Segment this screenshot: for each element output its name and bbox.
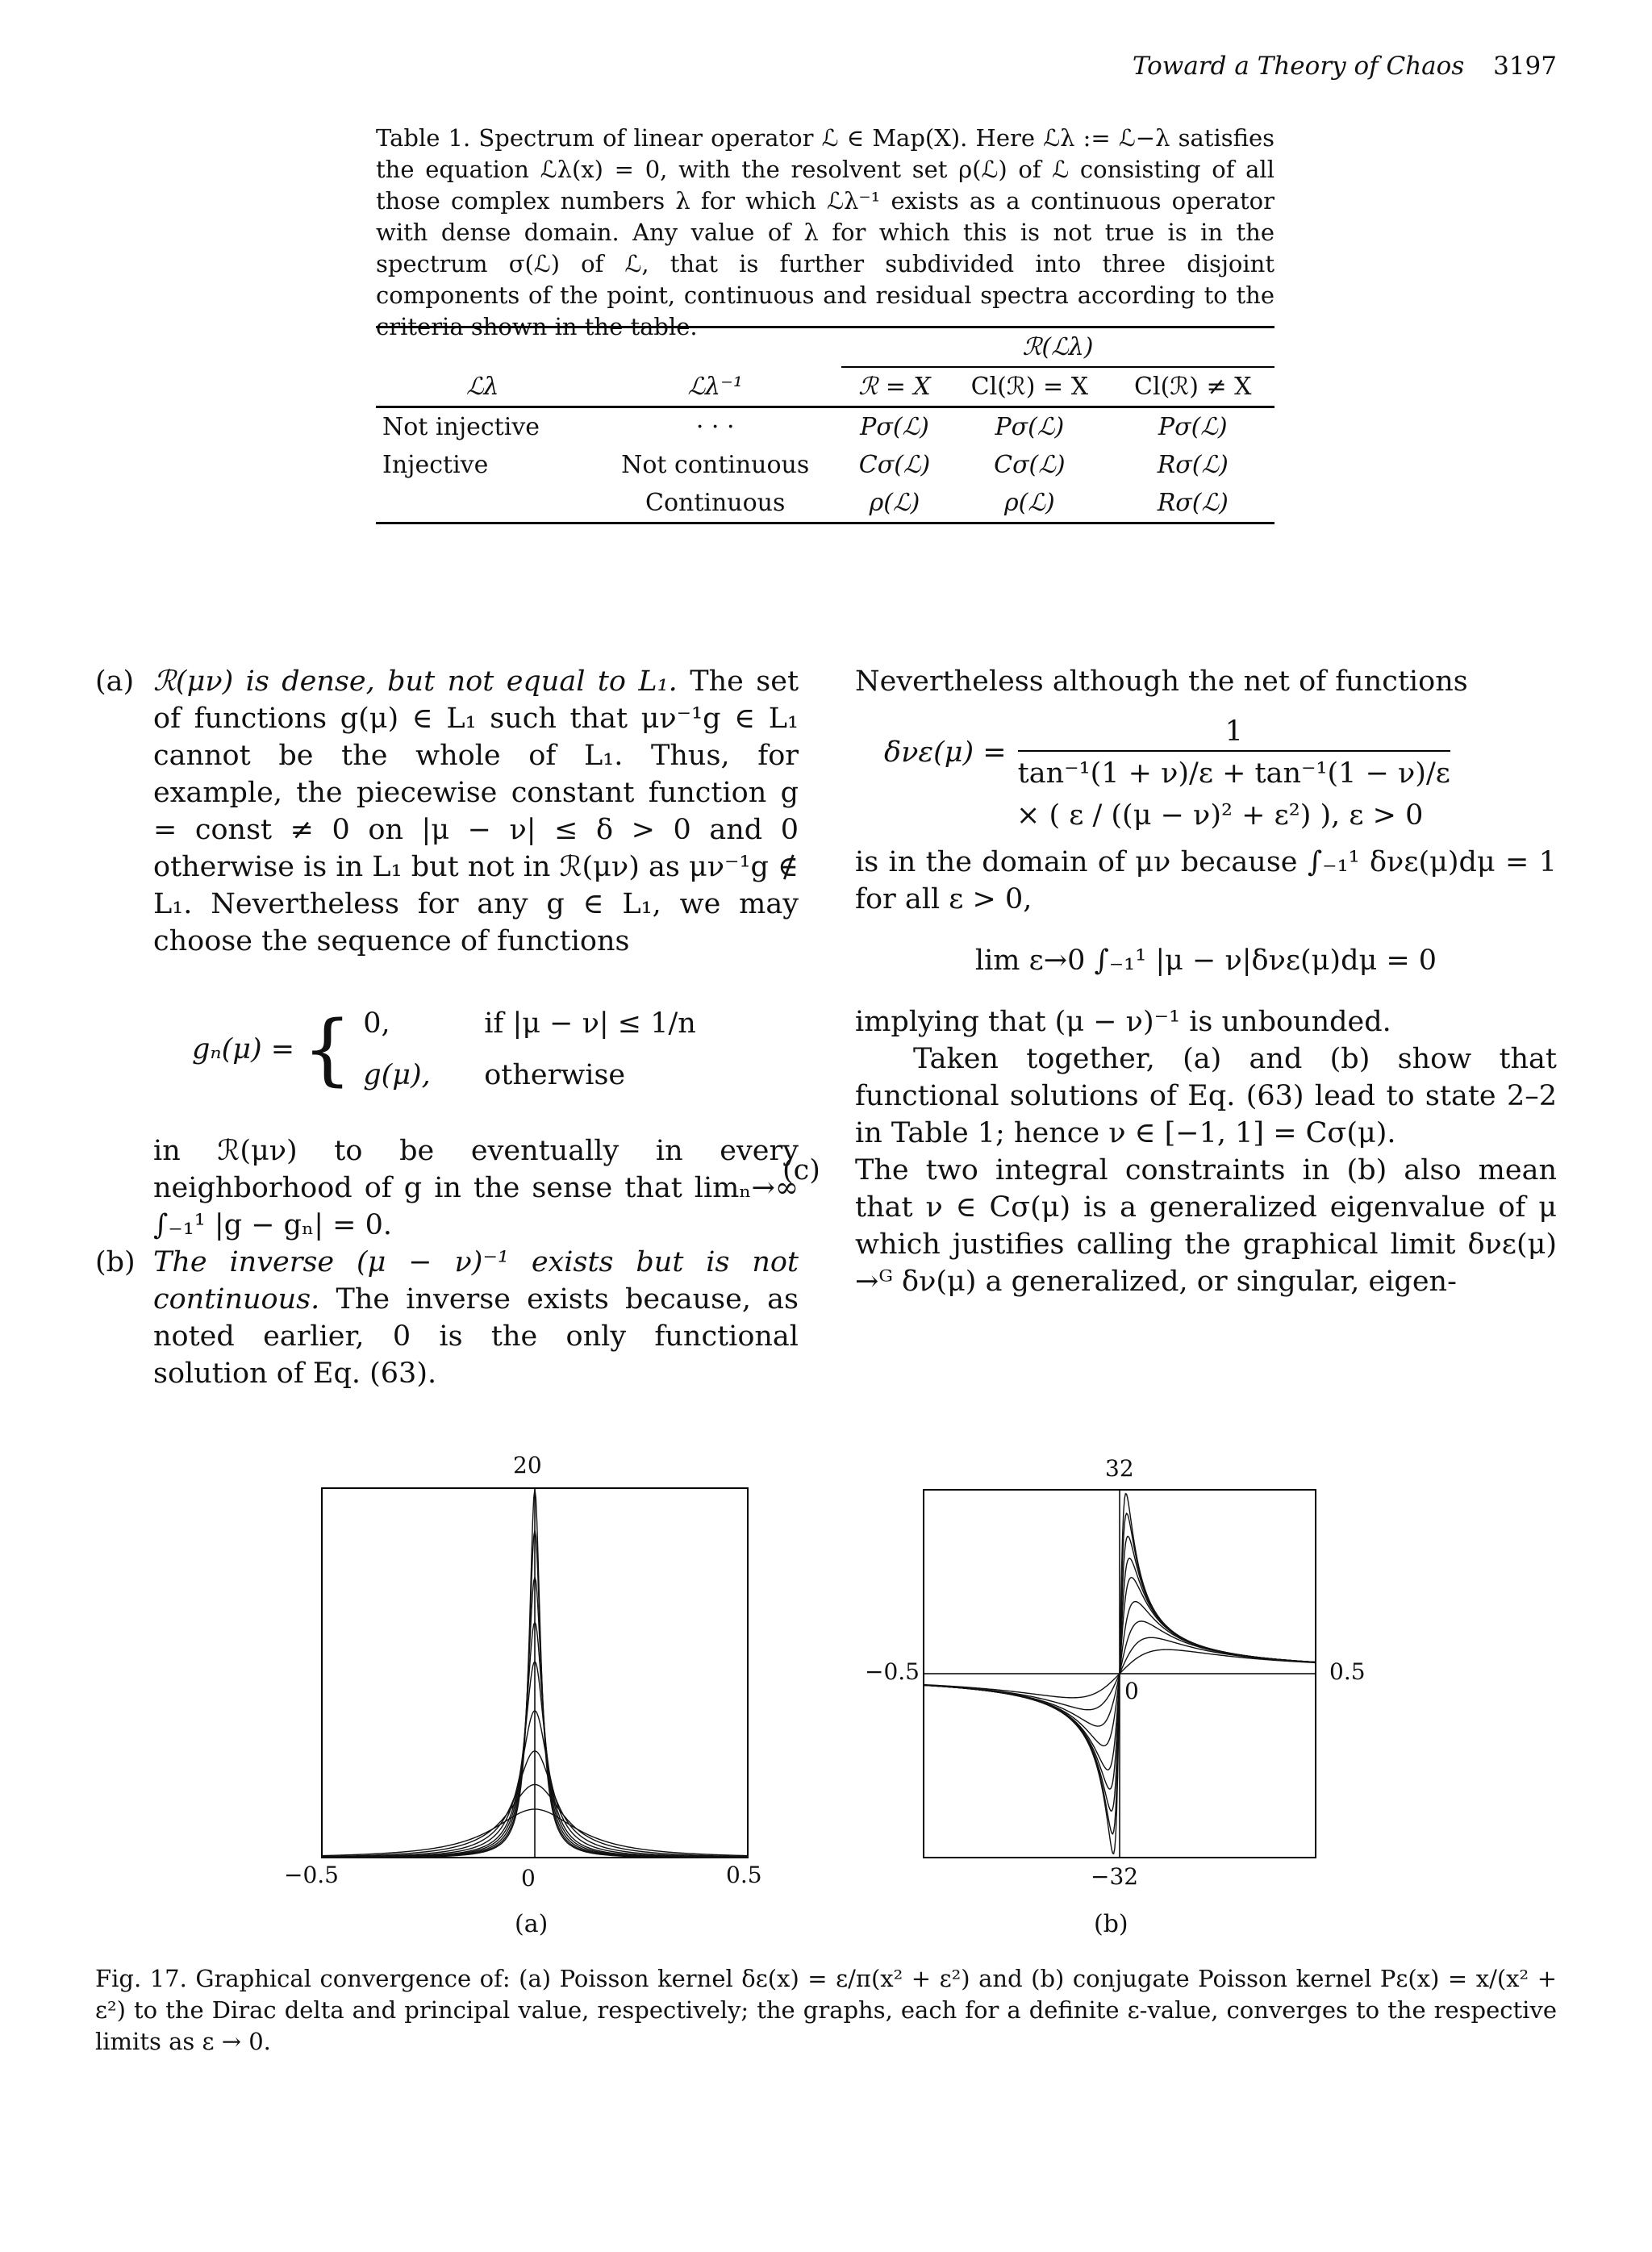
fraction-numerator: 1 — [1224, 715, 1243, 748]
y-min-label: −32 — [1091, 1863, 1139, 1890]
figure-caption: Fig. 17. Graphical convergence of: (a) Poisson kernel δε(x) = ε/π(x² + ε²) and (b) conjugate Poisson kernel Pε(x) = x/(x² + ε²) to the Dirac delta and principal value, respectively; the graphs, each for a definite ε-value, converges to the respective limits as ε → 0. — [95, 1965, 1557, 2055]
x-max-label: 0.5 — [1329, 1658, 1366, 1685]
item-label: (b) — [95, 1246, 136, 1278]
page-number: 3197 — [1493, 52, 1557, 81]
table-header-3: Cl(ℛ) = X — [970, 373, 1089, 401]
y-max-label: 20 — [513, 1452, 542, 1478]
limit-equation: lim ε→0 ∫₋₁¹ |μ − ν|δνε(μ)dμ = 0 — [974, 945, 1437, 977]
table-row: Injective Not continuous Cσ(ℒ) Cσ(ℒ) Rσ(ℒ) — [382, 451, 1229, 479]
conjugate-poisson-plot — [923, 1489, 1316, 1858]
case-condition: if |μ − ν| ≤ 1/n — [484, 1007, 696, 1040]
table-header-2: ℛ = X — [858, 373, 931, 401]
table-group-header: ℛ(ℒλ) — [841, 327, 1274, 368]
right-column — [782, 663, 1557, 1300]
item-text: The two integral constraints in (b) also mean that ν ∈ Cσ(μ) is a generalized eigenvalue of μ which justifies calling the graphical limit δνε(μ) →ᴳ δν(μ) a generalized, or singular, eigen- — [855, 1154, 1557, 1298]
list-item-c — [782, 1152, 1557, 1300]
left-column — [95, 663, 799, 1392]
running-header — [1133, 52, 1557, 81]
kernel-equation-line2: × ( ε / ((μ − ν)² + ε²) ), ε > 0 — [1016, 799, 1424, 832]
x-max-label: 0.5 — [726, 1862, 762, 1888]
poisson-kernel-plot — [321, 1487, 749, 1858]
item-label: (a) — [95, 665, 135, 698]
table-row: Not injective · · · Pσ(ℒ) Pσ(ℒ) Pσ(ℒ) — [382, 413, 1228, 441]
x-min-label: −0.5 — [284, 1862, 339, 1888]
item-emphasis: The inverse (μ − ν)⁻¹ exists but is not continuous. — [153, 1246, 799, 1316]
equation-lhs: δνε(μ) = — [884, 736, 1007, 769]
panel-label-b: (b) — [1094, 1910, 1128, 1938]
paragraph: Taken together, (a) and (b) show that functional solutions of Eq. (63) lead to state 2–2 in Table 1; hence ν ∈ [−1, 1] = Cσ(μ). — [855, 1043, 1557, 1149]
x-zero-label: 0 — [1124, 1678, 1139, 1704]
paragraph: Nevertheless although the net of functions — [855, 665, 1468, 698]
table-header-1: ℒλ⁻¹ — [687, 372, 743, 401]
y-max-label: 32 — [1105, 1455, 1134, 1482]
item-emphasis: ℛ(μν) is dense, but not equal to L₁. — [153, 665, 678, 698]
item-text: The set of functions g(μ) ∈ L₁ such that μν⁻¹g ∈ L₁ cannot be the whole of L₁. Thus, for example, the piecewise constant function g = const ≠ 0 on |μ − ν| ≤ δ > 0 and 0 otherwise is in L₁ but not in ℛ(μν) as μν⁻¹g ∉ L₁. Nevertheless for any g ∈ L₁, we may choose the sequence of functions — [153, 665, 799, 957]
table-caption: Table 1. Spectrum of linear operator ℒ ∈ Map(X). Here ℒλ := ℒ−λ satisfies the equation ℒλ(x) = 0, with the resolvent set ρ(ℒ) of ℒ consisting of all those complex numbers λ for which ℒλ⁻¹ exists as a continuous operator with dense domain. Any value of λ for which this is not true is in the spectrum σ(ℒ) of ℒ, that is further subdivided into three disjoint components of the point, continuous and residual spectra according to the criteria shown in the table. — [376, 124, 1274, 340]
kernel-equation — [884, 713, 1557, 792]
case-condition: otherwise — [484, 1059, 626, 1091]
item-text: in ℛ(μν) to be eventually in every neighborhood of g in the sense that limₙ→∞ ∫₋₁¹ |g − gₙ| = 0. — [153, 1135, 799, 1241]
x-zero-label: 0 — [521, 1865, 536, 1891]
table-header-0: ℒλ — [465, 372, 499, 401]
paragraph: implying that (μ − ν)⁻¹ is unbounded. — [855, 1006, 1391, 1038]
piecewise-equation — [192, 1005, 799, 1094]
running-title: Toward a Theory of Chaos — [1132, 52, 1465, 81]
list-item-a — [95, 663, 799, 960]
panel-label-a: (a) — [515, 1910, 549, 1938]
spectrum-table — [376, 326, 1274, 524]
paragraph: is in the domain of μν because ∫₋₁¹ δνε(μ)dμ = 1 for all ε > 0, — [855, 846, 1557, 915]
fraction-denominator: tan⁻¹(1 + ν)/ε + tan⁻¹(1 − ν)/ε — [1018, 750, 1450, 792]
list-item-b — [95, 1244, 799, 1392]
equation-lhs: gₙ(μ) = — [192, 1033, 295, 1066]
x-min-label: −0.5 — [865, 1658, 920, 1685]
brace: { — [302, 1004, 353, 1095]
table-header-4: Cl(ℛ) ≠ X — [1134, 373, 1252, 401]
case-value: g(μ), — [363, 1059, 431, 1091]
table-row: Continuous ρ(ℒ) ρ(ℒ) Rσ(ℒ) — [376, 484, 1274, 523]
item-text: The inverse exists because, as noted earlier, 0 is the only functional solution of Eq. (63). — [153, 1283, 799, 1390]
case-value: 0, — [363, 1007, 390, 1040]
list-item-a-continued — [95, 1132, 799, 1244]
item-label: (c) — [782, 1154, 820, 1186]
